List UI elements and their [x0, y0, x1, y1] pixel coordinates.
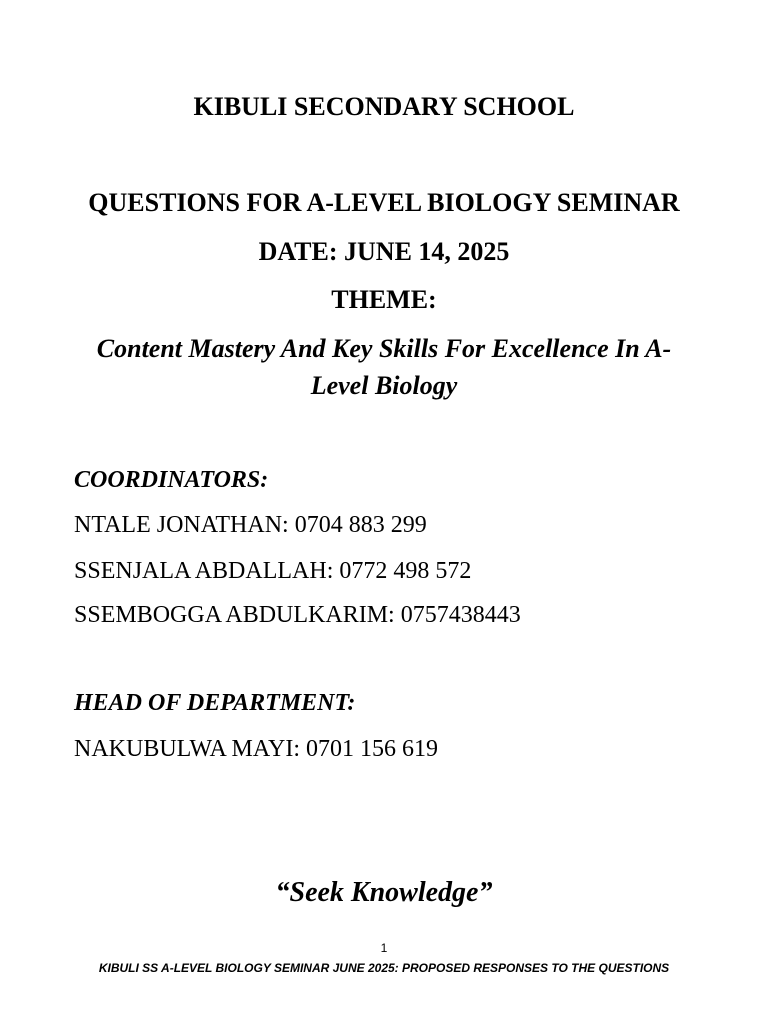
coordinator-item: SSEMBOGGA ABDULKARIM: 0757438443 — [74, 602, 521, 628]
head-of-department-heading: HEAD OF DEPARTMENT: — [74, 690, 356, 716]
page-number: 1 — [380, 941, 388, 955]
document-title: QUESTIONS FOR A-LEVEL BIOLOGY SEMINAR — [88, 188, 680, 217]
head-of-department-item: NAKUBULWA MAYI: 0701 156 619 — [74, 736, 439, 762]
theme-label: THEME: — [331, 285, 437, 314]
coordinator-item: NTALE JONATHAN: 0704 883 299 — [74, 512, 427, 538]
school-motto: “Seek Knowledge” — [275, 877, 493, 908]
page-footer: KIBULI SS A-LEVEL BIOLOGY SEMINAR JUNE 2025: PROPOSED RESPONSES TO THE QUESTIONS — [98, 961, 670, 975]
theme-text-line-1: Content Mastery And Key Skills For Excellence In A- — [96, 334, 672, 363]
seminar-date: DATE: JUNE 14, 2025 — [258, 237, 510, 266]
coordinators-heading: COORDINATORS: — [74, 467, 269, 493]
theme-text-line-2: Level Biology — [310, 371, 458, 400]
coordinator-item: SSENJALA ABDALLAH: 0772 498 572 — [74, 558, 472, 584]
school-name: KIBULI SECONDARY SCHOOL — [193, 92, 575, 121]
